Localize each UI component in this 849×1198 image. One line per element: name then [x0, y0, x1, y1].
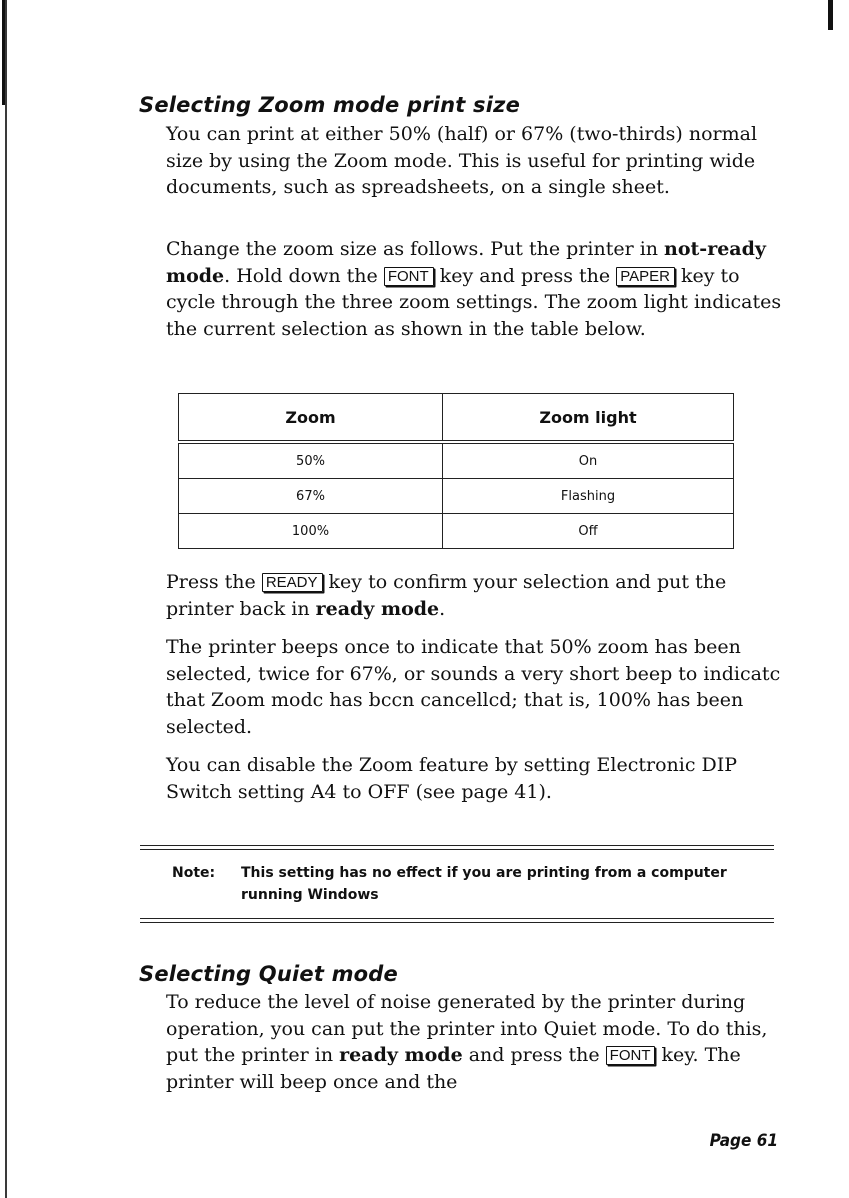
- scan-corner-mark: [828, 0, 833, 30]
- ready-mode-term: ready mode: [339, 1044, 463, 1066]
- zoom-instructions-paragraph: Change the zoom size as follows. Put the printer in not-ready mode. Hold down the FONT key and press the PAPER key to cycle through the three zoom settings. The zoom light indicates the current selection as shown in the table below.: [166, 238, 782, 340]
- zoom-light-cell: Flashing: [443, 479, 734, 514]
- note-top-rule: [140, 845, 774, 850]
- zoom-value-cell: 67%: [179, 479, 443, 514]
- zoom-value-cell: 100%: [179, 514, 443, 549]
- beep-description-paragraph: The printer beeps once to indicate that 50% zoom has been selected, twice for 67%, or sounds a very short beep to indicatc that Zoom modc has bccn cancellcd; that is, 100% has been selected.: [166, 636, 781, 738]
- zoom-light-cell: On: [443, 442, 734, 479]
- ready-key-label: READY: [262, 573, 323, 592]
- table-row: [179, 442, 734, 479]
- zoom-light-column-header: Zoom light: [443, 394, 734, 443]
- table-header-row: [179, 394, 734, 443]
- confirm-selection-paragraph: Press the READY key to confirm your selection and put the printer back in ready mode.: [166, 571, 727, 620]
- paper-key-label: PAPER: [616, 267, 675, 286]
- disable-zoom-paragraph: You can disable the Zoom feature by setting Electronic DIP Switch setting A4 to OFF (see page 41).: [166, 754, 738, 803]
- zoom-intro-paragraph: You can print at either 50% (half) or 67% (two-thirds) normal size by using the Zoom mode. This is useful for printing wide documents, such as spreadsheets, on a single sheet.: [166, 123, 758, 198]
- zoom-column-header: Zoom: [179, 394, 443, 443]
- table-row: [179, 479, 734, 514]
- quiet-section-heading: Selecting Quiet mode: [139, 962, 398, 986]
- zoom-light-cell: Off: [443, 514, 734, 549]
- note-label: Note:: [172, 865, 216, 881]
- zoom-settings-table: [178, 393, 734, 549]
- note-bottom-rule: [140, 918, 774, 923]
- quiet-mode-paragraph: To reduce the level of noise generated by the printer during operation, you can put the printer into Quiet mode. To do this, put the printer in ready mode and press the FONT key. The printer will beep once and the: [166, 991, 768, 1093]
- ready-mode-term: ready mode: [315, 597, 440, 620]
- zoom-value-cell: 50%: [179, 442, 443, 479]
- table-row: [179, 514, 734, 549]
- scan-edge-line: [5, 0, 7, 1198]
- font-key-label: FONT: [384, 267, 434, 286]
- zoom-section-heading: Selecting Zoom mode print size: [139, 93, 521, 117]
- not-ready-mode-term: not-ready mode: [166, 238, 766, 287]
- note-text: This setting has no effect if you are printing from a computer running Windows: [241, 865, 727, 903]
- font-key-label: FONT: [606, 1046, 656, 1065]
- page-number: Page 61: [709, 1131, 778, 1151]
